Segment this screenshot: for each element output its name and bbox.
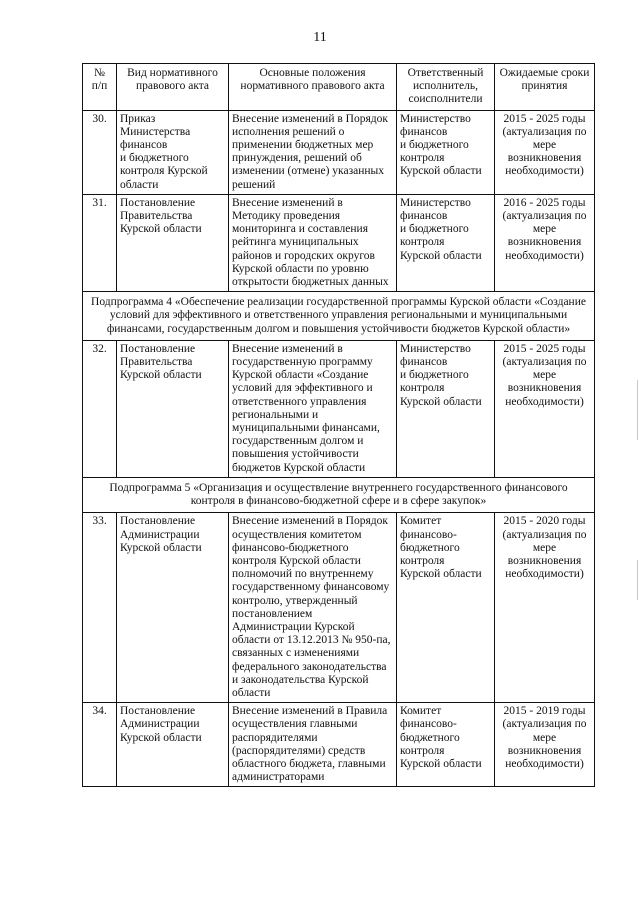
table-row — [83, 340, 595, 477]
header-provisions: Основные положения нормативного правового акта — [229, 64, 397, 111]
executor: Министерство финансов и бюджетного контроля Курской области — [397, 194, 495, 291]
act-type: Постановление Правительства Курской области — [117, 340, 229, 477]
header-act-type: Вид нормативного правового акта — [117, 64, 229, 111]
act-type: Постановление Администрации Курской области — [117, 513, 229, 703]
row-number: 31. — [83, 194, 117, 291]
subprogram-5-title: Подпрограмма 5 «Организация и осуществление внутреннего государственного финансового контроля в финансово-бюджетной сфере и в сфере закупок» — [83, 477, 595, 512]
subprogram-row — [83, 292, 595, 341]
scan-edge-mark — [637, 560, 638, 600]
scan-edge-mark — [637, 380, 638, 440]
executor: Министерство финансов и бюджетного контроля Курской области — [397, 340, 495, 477]
provisions: Внесение изменений в Методику проведения мониторинга и составления рейтинга муниципальных районов и городских округов Курской области по уровню открытости бюджетных данных — [229, 194, 397, 291]
header-executor: Ответственный исполнитель, соисполнители — [397, 64, 495, 111]
table-row — [83, 110, 595, 194]
executor: Министерство финансов и бюджетного контроля Курской области — [397, 110, 495, 194]
provisions: Внесение изменений в государственную программу Курской области «Создание условий для эффективного и ответственного управления региональными и муниципальными финансами, государственным долгом и повышения устойчивости бюджетов Курской области — [229, 340, 397, 477]
table-row — [83, 703, 595, 787]
row-number: 32. — [83, 340, 117, 477]
term: 2016 - 2025 годы (актуализация по мере возникновения необходимости) — [495, 194, 595, 291]
act-type: Постановление Правительства Курской области — [117, 194, 229, 291]
table-header-row — [83, 64, 595, 111]
term: 2015 - 2025 годы (актуализация по мере возникновения необходимости) — [495, 110, 595, 194]
header-num: № п/п — [83, 64, 117, 111]
table-row — [83, 513, 595, 703]
act-type: Приказ Министерства финансов и бюджетного контроля Курской области — [117, 110, 229, 194]
executor: Комитет финансово- бюджетного контроля Курской области — [397, 703, 495, 787]
term: 2015 - 2020 годы (актуализация по мере возникновения необходимости) — [495, 513, 595, 703]
measures-table — [82, 63, 595, 787]
act-type: Постановление Администрации Курской области — [117, 703, 229, 787]
table-row — [83, 194, 595, 291]
row-number: 34. — [83, 703, 117, 787]
term: 2015 - 2019 годы (актуализация по мере возникновения необходимости) — [495, 703, 595, 787]
term: 2015 - 2025 годы (актуализация по мере возникновения необходимости) — [495, 340, 595, 477]
executor: Комитет финансово- бюджетного контроля Курской области — [397, 513, 495, 703]
provisions: Внесение изменений в Порядок осуществления комитетом финансово-бюджетного контроля Курской области полномочий по внутреннему государственному финансовому контролю, утвержденный постановлением Администрации Курской области от 13.12.2013 № 950-па, связанных с изменениями федерального законодательства и законодательства Курской области — [229, 513, 397, 703]
subprogram-row — [83, 477, 595, 512]
row-number: 30. — [83, 110, 117, 194]
header-term: Ожидаемые сроки принятия — [495, 64, 595, 111]
page-number: 11 — [313, 30, 327, 45]
provisions: Внесение изменений в Порядок исполнения решений о применении бюджетных мер принуждения, решений об изменении (отмене) указанных решений — [229, 110, 397, 194]
subprogram-4-title: Подпрограмма 4 «Обеспечение реализации государственной программы Курской области «Создание условий для эффективного и ответственного управления региональными и муниципальными финансами, государственным долгом и повышения устойчивости бюджетов Курской области» — [83, 292, 595, 341]
provisions: Внесение изменений в Правила осуществления главными распорядителями (распорядителями) средств областного бюджета, главными администраторами — [229, 703, 397, 787]
row-number: 33. — [83, 513, 117, 703]
